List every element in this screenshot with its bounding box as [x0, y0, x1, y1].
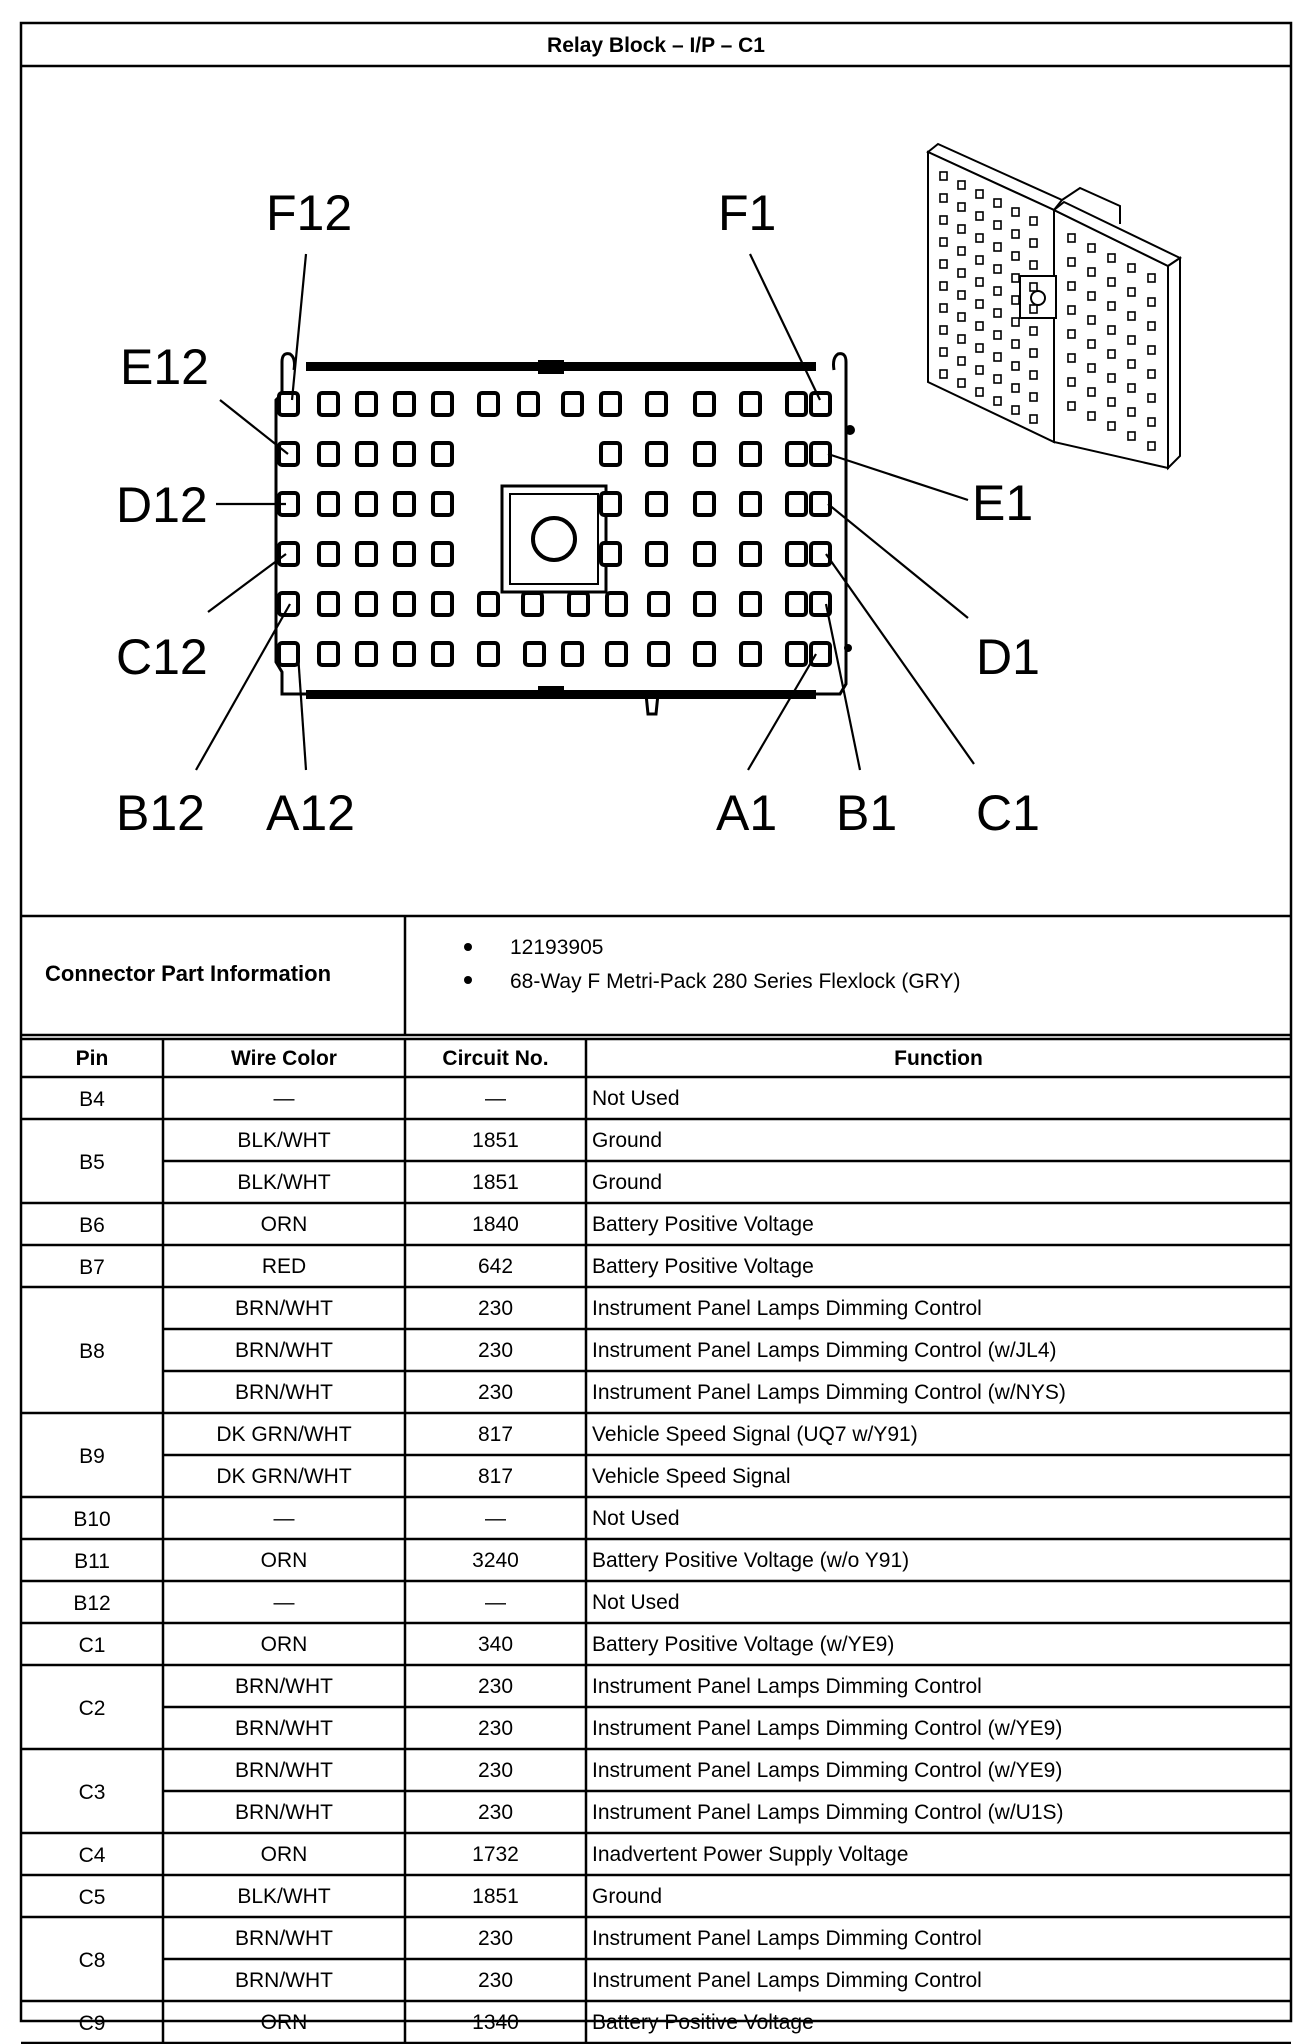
pin-cavity — [279, 593, 298, 615]
pin-cavity — [395, 393, 414, 415]
iso-pin-hole — [1012, 318, 1019, 326]
iso-pin-hole — [1088, 244, 1095, 252]
wire-color-cell: ORN — [260, 1633, 308, 1656]
label-d1: D1 — [976, 629, 1040, 685]
pin-cavity — [357, 393, 376, 415]
circuit-cell: 1851 — [472, 1129, 519, 1152]
iso-pin-hole — [958, 379, 965, 387]
iso-pin-hole — [1128, 288, 1135, 296]
iso-pin-hole — [1030, 371, 1037, 379]
circuit-cell: 340 — [477, 1633, 514, 1656]
pin-cell: C4 — [78, 1844, 106, 1867]
pin-cell: C9 — [78, 2012, 106, 2035]
iso-pin-hole — [994, 309, 1001, 317]
circuit-cell: 1340 — [472, 2011, 519, 2034]
iso-pin-hole — [994, 353, 1001, 361]
function-cell: Not Used — [592, 1087, 680, 1110]
iso-pin-hole — [1128, 336, 1135, 344]
iso-pin-hole — [1012, 340, 1019, 348]
pin-cavity — [647, 443, 666, 465]
pin-cavity — [519, 393, 538, 415]
page-title: Relay Block – I/P – C1 — [547, 34, 765, 57]
pin-cavity — [647, 543, 666, 565]
circuit-cell: 642 — [477, 1255, 514, 1278]
label-b1: B1 — [836, 785, 898, 841]
pin-cavity — [811, 643, 830, 665]
iso-pin-hole — [994, 331, 1001, 339]
iso-pin-hole — [958, 335, 965, 343]
pin-cell: C5 — [78, 1886, 106, 1909]
pin-cavity — [319, 543, 338, 565]
part-info-label: Connector Part Information — [45, 961, 332, 986]
circuit-cell: 230 — [477, 1927, 514, 1950]
pin-cavity — [695, 493, 714, 515]
iso-pin-hole — [1068, 234, 1075, 242]
wire-color-cell: BRN/WHT — [235, 1759, 333, 1782]
iso-pin-hole — [1012, 406, 1019, 414]
pin-cavity — [695, 643, 714, 665]
pin-cavity — [741, 593, 760, 615]
wire-color-cell: BRN/WHT — [235, 1297, 333, 1320]
iso-pin-hole — [994, 287, 1001, 295]
iso-pin-hole — [1088, 316, 1095, 324]
pin-cell: B5 — [79, 1151, 105, 1174]
iso-pin-hole — [1108, 254, 1115, 262]
iso-pin-hole — [1068, 378, 1075, 386]
function-cell: Battery Positive Voltage — [592, 1213, 814, 1236]
pin-cavity — [319, 393, 338, 415]
iso-pin-hole — [1108, 350, 1115, 358]
function-cell: Not Used — [592, 1591, 680, 1614]
iso-pin-hole — [940, 370, 947, 378]
pin-cavity — [279, 393, 298, 415]
circuit-cell: 230 — [477, 1759, 514, 1782]
pin-cavity — [357, 493, 376, 515]
iso-pin-hole — [1030, 239, 1037, 247]
wire-color-cell: BLK/WHT — [237, 1171, 331, 1194]
connector-drawing — [20, 22, 1292, 2035]
iso-pin-hole — [994, 397, 1001, 405]
pin-cavity — [433, 543, 452, 565]
wire-color-cell: ORN — [260, 1213, 308, 1236]
circuit-cell: 817 — [477, 1465, 514, 1488]
pin-cavity — [607, 643, 626, 665]
connector-right-dot — [845, 425, 855, 435]
function-cell: Instrument Panel Lamps Dimming Control (w/NYS) — [592, 1381, 1066, 1404]
pin-cavity — [787, 443, 806, 465]
pin-cavity — [741, 393, 760, 415]
label-c1: C1 — [976, 785, 1040, 841]
pin-cavity — [649, 643, 668, 665]
pin-cavity — [433, 643, 452, 665]
iso-pin-hole — [1030, 327, 1037, 335]
pin-cavity — [601, 543, 620, 565]
iso-pin-hole — [1030, 261, 1037, 269]
iso-pin-hole — [958, 357, 965, 365]
column-header: Pin — [75, 1047, 109, 1070]
part-info-bullet-2 — [464, 976, 472, 984]
iso-pin-hole — [1088, 388, 1095, 396]
pin-cavity — [649, 593, 668, 615]
pin-cavity — [525, 643, 544, 665]
pin-cell: C1 — [78, 1634, 106, 1657]
label-a12: A12 — [266, 785, 355, 841]
pin-cell: B8 — [79, 1340, 105, 1363]
iso-pin-hole — [1030, 393, 1037, 401]
pin-cavity — [395, 543, 414, 565]
iso-pin-hole — [1128, 384, 1135, 392]
pin-cavity — [741, 543, 760, 565]
iso-pin-hole — [1108, 302, 1115, 310]
wire-color-cell: — — [273, 1591, 295, 1614]
pin-cavity — [601, 493, 620, 515]
pin-cavity — [787, 393, 806, 415]
pin-cavity — [279, 643, 298, 665]
connector-sheet — [20, 22, 1292, 2035]
wire-color-cell: BRN/WHT — [235, 1381, 333, 1404]
circuit-cell: 817 — [477, 1423, 514, 1446]
circuit-cell: 1840 — [472, 1213, 519, 1236]
pin-cell: B11 — [74, 1550, 110, 1573]
iso-pin-hole — [1148, 346, 1155, 354]
iso-pin-hole — [1012, 230, 1019, 238]
pin-cavity — [319, 443, 338, 465]
column-header: Circuit No. — [442, 1047, 549, 1070]
pin-cell: B7 — [79, 1256, 105, 1279]
iso-pin-hole — [1148, 274, 1155, 282]
label-f12: F12 — [266, 185, 353, 241]
pin-cell: B9 — [79, 1445, 105, 1468]
iso-pin-hole — [976, 256, 983, 264]
circuit-cell: 230 — [477, 1381, 514, 1404]
pin-cavity — [279, 443, 298, 465]
iso-pin-hole — [976, 212, 983, 220]
function-cell: Battery Positive Voltage — [592, 1255, 814, 1278]
label-c12: C12 — [116, 629, 208, 685]
iso-pin-hole — [1108, 422, 1115, 430]
wire-color-cell: BRN/WHT — [235, 1801, 333, 1824]
iso-pin-hole — [1088, 268, 1095, 276]
column-header: Function — [894, 1047, 983, 1070]
pin-cavity — [433, 443, 452, 465]
iso-pin-hole — [940, 282, 947, 290]
pin-cell: B4 — [79, 1088, 105, 1111]
wire-color-cell: DK GRN/WHT — [216, 1423, 352, 1446]
function-cell: Instrument Panel Lamps Dimming Control (w/YE9) — [592, 1717, 1063, 1740]
pin-cell: C8 — [78, 1949, 106, 1972]
iso-pin-hole — [1030, 415, 1037, 423]
center-lock-hole — [533, 518, 575, 560]
wire-color-cell: ORN — [260, 1549, 308, 1572]
iso-pin-hole — [940, 304, 947, 312]
iso-pin-hole — [1012, 362, 1019, 370]
circuit-cell: — — [485, 1591, 506, 1614]
pin-cavity — [319, 593, 338, 615]
function-cell: Vehicle Speed Signal — [592, 1465, 791, 1488]
iso-pin-hole — [940, 326, 947, 334]
pin-cavity — [563, 393, 582, 415]
pin-cavity — [279, 543, 298, 565]
pin-cavity — [741, 643, 760, 665]
pin-cavity — [357, 543, 376, 565]
iso-pin-hole — [976, 234, 983, 242]
pin-cavity — [479, 593, 498, 615]
function-cell: Ground — [592, 1129, 663, 1152]
wire-color-cell: BRN/WHT — [235, 1675, 333, 1698]
pin-cavity — [695, 543, 714, 565]
iso-pin-hole — [1108, 326, 1115, 334]
pin-cavity — [741, 493, 760, 515]
iso-pin-hole — [958, 247, 965, 255]
iso-pin-hole — [976, 278, 983, 286]
pin-cavity — [319, 643, 338, 665]
part-info-bullet-1 — [464, 943, 472, 951]
function-cell: Instrument Panel Lamps Dimming Control (w/JL4) — [592, 1339, 1057, 1362]
pin-cavity — [647, 393, 666, 415]
function-cell: Instrument Panel Lamps Dimming Control — [592, 1297, 982, 1320]
iso-pin-hole — [1128, 312, 1135, 320]
iso-pin-hole — [958, 291, 965, 299]
pin-cavity — [523, 593, 542, 615]
pin-cavity — [811, 493, 830, 515]
pin-cavity — [395, 643, 414, 665]
circuit-cell: 230 — [477, 1969, 514, 1992]
iso-pin-hole — [1012, 274, 1019, 282]
iso-pin-hole — [1088, 412, 1095, 420]
iso-pin-hole — [1088, 292, 1095, 300]
iso-pin-hole — [940, 216, 947, 224]
pin-cavity — [695, 393, 714, 415]
pin-cavity — [601, 393, 620, 415]
pin-cell: C3 — [78, 1781, 106, 1804]
iso-pin-hole — [958, 203, 965, 211]
pin-cavity — [563, 643, 582, 665]
connector-right-dot-lower — [844, 644, 852, 652]
circuit-cell: 1851 — [472, 1885, 519, 1908]
pin-cavity — [601, 443, 620, 465]
iso-pin-hole — [1108, 278, 1115, 286]
function-cell: Battery Positive Voltage — [592, 2011, 814, 2034]
pin-cavity — [357, 443, 376, 465]
iso-pin-hole — [1068, 402, 1075, 410]
pin-cavity — [787, 593, 806, 615]
function-cell: Instrument Panel Lamps Dimming Control (w/YE9) — [592, 1759, 1063, 1782]
pin-cavity — [647, 493, 666, 515]
function-cell: Inadvertent Power Supply Voltage — [592, 1843, 909, 1866]
pin-cavity — [319, 493, 338, 515]
iso-pin-hole — [994, 243, 1001, 251]
iso-pin-hole — [1068, 330, 1075, 338]
circuit-cell: 230 — [477, 1297, 514, 1320]
pin-cell: B6 — [79, 1214, 105, 1237]
iso-pin-hole — [976, 322, 983, 330]
pin-cavity — [787, 543, 806, 565]
function-cell: Vehicle Speed Signal (UQ7 w/Y91) — [592, 1423, 918, 1446]
label-e1: E1 — [972, 475, 1034, 531]
iso-pin-hole — [994, 199, 1001, 207]
iso-pin-hole — [994, 375, 1001, 383]
wire-color-cell: ORN — [260, 2011, 308, 2034]
function-cell: Not Used — [592, 1507, 680, 1530]
circuit-cell: 230 — [477, 1675, 514, 1698]
function-cell: Instrument Panel Lamps Dimming Control — [592, 1927, 982, 1950]
pin-cavity — [357, 593, 376, 615]
circuit-cell: — — [485, 1087, 506, 1110]
label-e12: E12 — [120, 339, 209, 395]
iso-pin-hole — [940, 260, 947, 268]
pin-cell: C2 — [78, 1697, 106, 1720]
function-cell: Instrument Panel Lamps Dimming Control — [592, 1969, 982, 1992]
iso-pin-hole — [1030, 305, 1037, 313]
pin-cavity — [395, 593, 414, 615]
label-b12: B12 — [116, 785, 205, 841]
pin-cavity — [741, 443, 760, 465]
label-f1: F1 — [718, 185, 777, 241]
iso-pin-hole — [1030, 349, 1037, 357]
function-cell: Instrument Panel Lamps Dimming Control — [592, 1675, 982, 1698]
iso-pin-hole — [976, 388, 983, 396]
iso-pin-hole — [1128, 264, 1135, 272]
iso-pin-hole — [940, 348, 947, 356]
iso-pin-hole — [1068, 354, 1075, 362]
pin-cavity — [433, 593, 452, 615]
wire-color-cell: BLK/WHT — [237, 1885, 331, 1908]
pin-cavity — [433, 493, 452, 515]
iso-pin-hole — [1108, 398, 1115, 406]
pin-cavity — [357, 643, 376, 665]
wire-color-cell: RED — [261, 1255, 307, 1278]
iso-pin-hole — [1012, 252, 1019, 260]
circuit-cell: 1732 — [472, 1843, 519, 1866]
wire-color-cell: BRN/WHT — [235, 1717, 333, 1740]
iso-pin-hole — [1128, 432, 1135, 440]
iso-pin-hole — [1088, 340, 1095, 348]
iso-pin-hole — [958, 269, 965, 277]
pin-cavity — [787, 643, 806, 665]
iso-pin-hole — [1012, 296, 1019, 304]
circuit-cell: 230 — [477, 1339, 514, 1362]
iso-pin-hole — [1148, 418, 1155, 426]
iso-pin-hole — [940, 194, 947, 202]
pin-cavity — [811, 393, 830, 415]
iso-pin-hole — [994, 265, 1001, 273]
function-cell: Ground — [592, 1885, 663, 1908]
iso-pin-hole — [994, 221, 1001, 229]
wire-color-cell: ORN — [260, 1843, 308, 1866]
function-cell: Instrument Panel Lamps Dimming Control (w/U1S) — [592, 1801, 1064, 1824]
iso-pin-hole — [1012, 208, 1019, 216]
wire-color-cell: DK GRN/WHT — [216, 1465, 352, 1488]
pin-cavity — [433, 393, 452, 415]
pin-cell: B12 — [73, 1592, 111, 1615]
pin-cavity — [569, 593, 588, 615]
iso-pin-hole — [976, 366, 983, 374]
function-cell: Battery Positive Voltage (w/YE9) — [592, 1633, 895, 1656]
connector-bottom-key — [538, 686, 564, 698]
iso-pin-hole — [1088, 364, 1095, 372]
iso-pin-hole — [1068, 306, 1075, 314]
label-a1: A1 — [716, 785, 778, 841]
iso-pin-hole — [1148, 442, 1155, 450]
pin-cavity — [395, 493, 414, 515]
wire-color-cell: — — [273, 1087, 295, 1110]
circuit-cell: 230 — [477, 1801, 514, 1824]
iso-pin-hole — [1030, 283, 1037, 291]
part-info-item-2: 68-Way F Metri-Pack 280 Series Flexlock (GRY) — [510, 970, 961, 993]
function-cell: Battery Positive Voltage (w/o Y91) — [592, 1549, 910, 1572]
iso-pin-hole — [976, 190, 983, 198]
wire-color-cell: — — [273, 1507, 295, 1530]
iso-pin-hole — [1148, 394, 1155, 402]
iso-pin-hole — [1068, 282, 1075, 290]
iso-pin-hole — [940, 238, 947, 246]
iso-pin-hole — [1128, 408, 1135, 416]
iso-pin-hole — [1108, 374, 1115, 382]
iso-pin-hole — [1012, 384, 1019, 392]
connector-top-key — [538, 360, 564, 374]
iso-pin-hole — [1128, 360, 1135, 368]
pin-cavity — [695, 593, 714, 615]
iso-pin-hole — [1148, 322, 1155, 330]
pin-cavity — [607, 593, 626, 615]
iso-pin-hole — [1148, 298, 1155, 306]
wire-color-cell: BRN/WHT — [235, 1927, 333, 1950]
iso-pin-hole — [958, 225, 965, 233]
circuit-cell: 1851 — [472, 1171, 519, 1194]
wire-color-cell: BLK/WHT — [237, 1129, 331, 1152]
pin-cavity — [787, 493, 806, 515]
wire-color-cell: BRN/WHT — [235, 1969, 333, 1992]
iso-pin-hole — [1068, 258, 1075, 266]
circuit-cell: 3240 — [472, 1549, 519, 1572]
column-header: Wire Color — [231, 1047, 337, 1070]
iso-pin-hole — [940, 172, 947, 180]
iso-pin-hole — [958, 181, 965, 189]
pin-cavity — [395, 443, 414, 465]
pin-cavity — [479, 643, 498, 665]
iso-pin-hole — [1148, 370, 1155, 378]
iso-pin-hole — [958, 313, 965, 321]
pin-cavity — [695, 443, 714, 465]
circuit-cell: 230 — [477, 1717, 514, 1740]
iso-pin-hole — [976, 300, 983, 308]
label-d12: D12 — [116, 477, 208, 533]
part-info-item-1: 12193905 — [510, 936, 604, 959]
pin-cavity — [479, 393, 498, 415]
pin-cell: B10 — [73, 1508, 111, 1531]
circuit-cell: — — [485, 1507, 506, 1530]
pin-cavity — [811, 443, 830, 465]
wire-color-cell: BRN/WHT — [235, 1339, 333, 1362]
iso-pin-hole — [1030, 217, 1037, 225]
function-cell: Ground — [592, 1171, 663, 1194]
iso-pin-hole — [976, 344, 983, 352]
